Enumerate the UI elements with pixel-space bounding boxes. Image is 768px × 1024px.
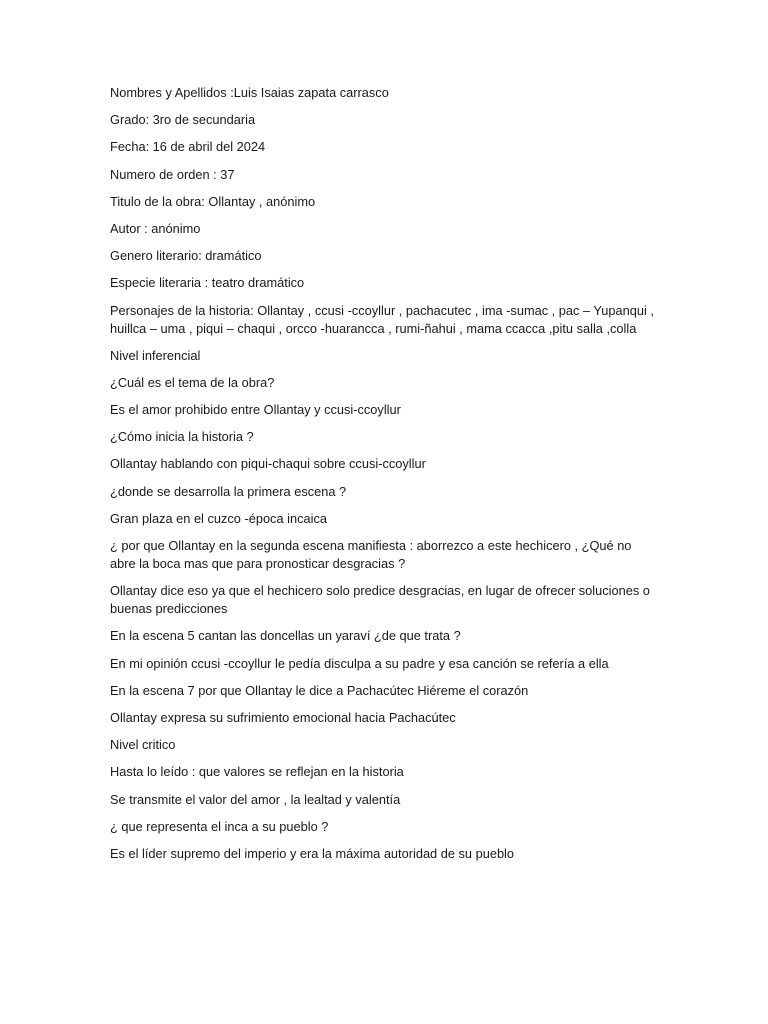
date-line: Fecha: 16 de abril del 2024 <box>110 139 266 155</box>
document-body <box>110 84 658 872</box>
answer-scene-7: Ollantay expresa su sufrimiento emocional hacia Pachacútec <box>110 709 456 725</box>
answer-scene-5: En mi opinión ccusi -ccoyllur le pedía disculpa a su padre y esa canción se refería a ella <box>110 655 609 671</box>
answer-values: Se transmite el valor del amor , la lealtad y valentía <box>110 791 401 807</box>
question-second-scene: ¿ por que Ollantay en la segunda escena manifiesta : aborrezco a este hechicero , ¿Qué no abre la boca mas que para pronosticar desgracias ? <box>110 538 632 571</box>
literary-genre-line: Genero literario: dramático <box>110 248 262 264</box>
author-line: Autor : anónimo <box>110 220 201 236</box>
order-number-line: Numero de orden : 37 <box>110 166 235 182</box>
section-heading-critical: Nivel critico <box>110 737 176 753</box>
question-beginning: ¿Cómo inicia la historia ? <box>110 429 254 445</box>
question-values: Hasta lo leído : que valores se reflejan en la historia <box>110 764 404 780</box>
question-scene-5: En la escena 5 cantan las doncellas un yaraví ¿de que trata ? <box>110 628 461 644</box>
work-title-line: Titulo de la obra: Ollantay , anónimo <box>110 193 316 209</box>
answer-beginning: Ollantay hablando con piqui-chaqui sobre ccusi-ccoyllur <box>110 456 426 472</box>
question-theme: ¿Cuál es el tema de la obra? <box>110 374 275 390</box>
answer-theme: Es el amor prohibido entre Ollantay y ccusi-ccoyllur <box>110 402 401 418</box>
grade-line: Grado: 3ro de secundaria <box>110 112 256 128</box>
question-inca: ¿ que representa el inca a su pueblo ? <box>110 818 329 834</box>
question-scene-7: En la escena 7 por que Ollantay le dice a Pachacútec Hiéreme el corazón <box>110 682 529 698</box>
section-heading-inferential: Nivel inferencial <box>110 347 201 363</box>
student-name-line: Nombres y Apellidos :Luis Isaias zapata carrasco <box>110 85 389 100</box>
answer-inca: Es el líder supremo del imperio y era la máxima autoridad de su pueblo <box>110 845 515 861</box>
question-first-scene: ¿donde se desarrolla la primera escena ? <box>110 483 347 499</box>
answer-first-scene: Gran plaza en el cuzco -época incaica <box>110 510 327 526</box>
characters-paragraph: Personajes de la historia: Ollantay , ccusi -ccoyllur , pachacutec , ima -sumac , pac – Yupanqui , huillca – uma , piqui – chaqui , orcco -huarancca , rumi-ñahui , mama ccacca ,pitu salla ,colla <box>110 302 654 336</box>
literary-species-line: Especie literaria : teatro dramático <box>110 275 305 291</box>
answer-second-scene: Ollantay dice eso ya que el hechicero solo predice desgracias, en lugar de ofrecer soluciones o buenas predicciones <box>110 583 650 617</box>
